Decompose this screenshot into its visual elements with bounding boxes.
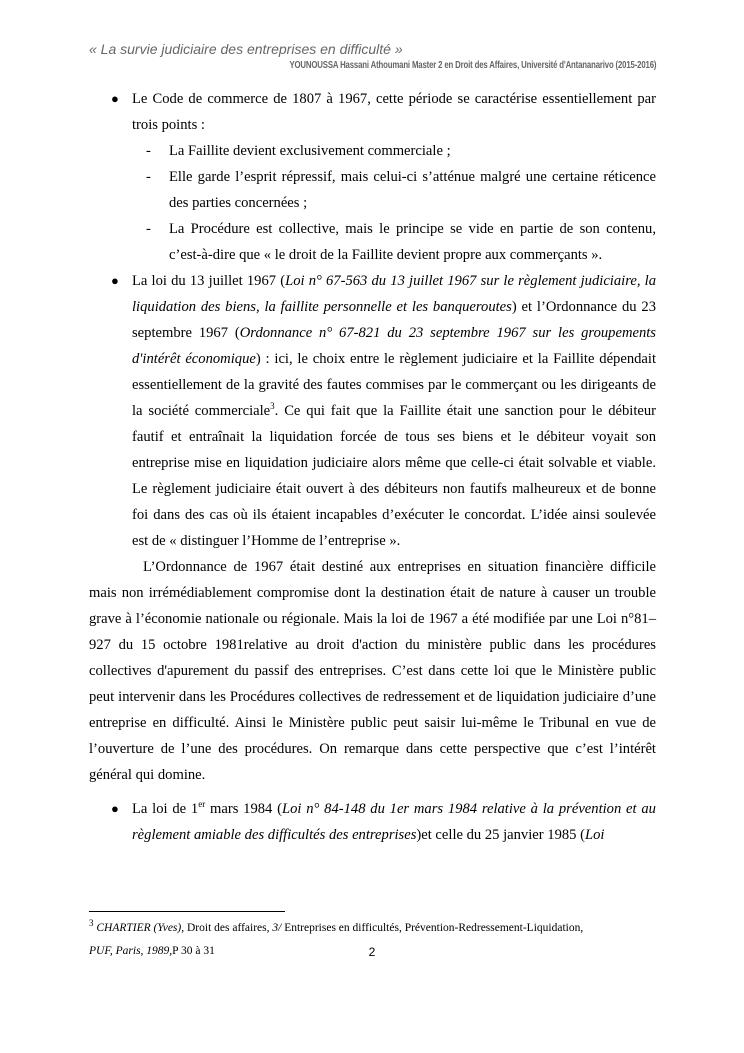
text-run: La loi de 1: [132, 801, 199, 817]
superscript: er: [198, 799, 206, 810]
header-author: YOUNOUSSA Hassani Athoumani Master 2 en Droit des Affaires, Université d'Antananarivo (2015-2016): [289, 60, 656, 71]
text-run: mars 1984 (: [205, 801, 282, 817]
list-item-text: Elle garde l’esprit répressif, mais celui-ci s’atténue malgré une certaine réticence des parties concernées ;: [169, 169, 656, 211]
dash-icon: -: [146, 169, 151, 185]
bullet-code-commerce: [89, 86, 656, 138]
text-run: . Ce qui fait que la Faillite était une sanction pour le débiteur fautif et entraînait la liquidation forcée de tous ses biens et le débiteur voyait son entreprise mise en liquidation judiciaire alors même que celle-ci était solvable et viable. Le règlement judiciaire était ouvert à des débiteurs non fautifs malheureux et de bonne foi dans des cas où ils étaient incapables d’exécuter le concordat. L’idée ainsi soulevée est de « distinguer l’Homme de l’entreprise ».: [132, 403, 657, 549]
footnote-number: 3: [89, 918, 94, 929]
footnote-volume: 3/: [272, 922, 282, 934]
footnote-publisher: PUF, Paris, 1989,: [89, 945, 173, 957]
bullet-loi-1984: [89, 796, 656, 848]
law-citation: Loi n° 67-563 du 13 juillet 1967 sur le règlement judiciaire, la liquidation des biens, la faillite personnelle et les banqueroutes: [132, 273, 656, 315]
ordinance-citation: Ordonnance n° 67-821 du 23 septembre 1967 sur les groupements d'intérêt économique: [132, 325, 656, 367]
document-body: [89, 86, 656, 848]
text-run: )et celle du 25 janvier 1985 (: [416, 827, 585, 843]
page-number: 2: [368, 945, 376, 959]
text-run: ) : ici, le choix entre le règlement judiciaire et la Faillite dépendait essentiellement de la gravité des fautes commises par le commerçant ou les dirigeants de la société commerciale: [132, 351, 657, 419]
bullet-loi-1967: [89, 268, 656, 554]
bullet-icon: ●: [111, 91, 119, 106]
footnote-author: CHARTIER (Yves),: [96, 922, 185, 934]
paragraph-ordonnance-1967: L’Ordonnance de 1967 était destiné aux entreprises en situation financière difficile mais non irrémédiablement compromise dont la destination était de nature à causer un trouble grave à l’économie nationale ou régionale. Mais la loi de 1967 a été modifiée par une Loi n°81–927 du 15 octobre 1981relative au droit d'action du ministère public dans les procédures collectives d'apurement du passif des entreprises. C’est dans cette loi que le Ministère public peut intervenir dans les Procédures collectives de redressement et de liquidation judiciaire d’une entreprise en difficulté. Ainsi le Ministère public peut saisir lui-même le Tribunal en vue de l’ouverture de l’une des procédures. On remarque dans cette perspective que c’est l’intérêt général qui domine.: [89, 559, 656, 783]
bullet-icon: ●: [111, 273, 119, 288]
dash-icon: -: [146, 221, 151, 237]
list-item: [89, 138, 656, 164]
footnote-ref[interactable]: 3: [270, 401, 275, 412]
list-item-text: La Procédure est collective, mais le principe se vide en partie de son contenu, c’est-à-dire que « le droit de la Faillite devient propre aux commerçants ».: [169, 221, 656, 263]
footnote-text: Entreprises en difficultés, Prévention-Redressement-Liquidation,: [281, 922, 584, 934]
list-item-text: La Faillite devient exclusivement commerciale ;: [169, 143, 451, 159]
law-citation: Loi: [584, 827, 605, 843]
text-run: La loi du 13 juillet 1967 (: [132, 273, 286, 289]
footnote-pages: P 30 à 31: [172, 945, 215, 957]
footnote-text: Droit des affaires,: [184, 922, 273, 934]
footnote-separator: [89, 911, 285, 912]
law-citation: Loi n° 84-148 du 1er mars 1984 relative à la prévention et au règlement amiable des difficultés des entreprises: [132, 801, 656, 843]
bullet-icon: ●: [111, 801, 119, 816]
header-title: « La survie judiciaire des entreprises en difficulté »: [89, 41, 403, 57]
bullet-text: Le Code de commerce de 1807 à 1967, cette période se caractérise essentiellement par trois points :: [132, 91, 656, 133]
text-run: ) et l’Ordonnance du 23 septembre 1967 (: [132, 299, 656, 341]
dash-icon: -: [146, 143, 151, 159]
list-item: [89, 164, 656, 216]
list-item: [89, 216, 656, 268]
